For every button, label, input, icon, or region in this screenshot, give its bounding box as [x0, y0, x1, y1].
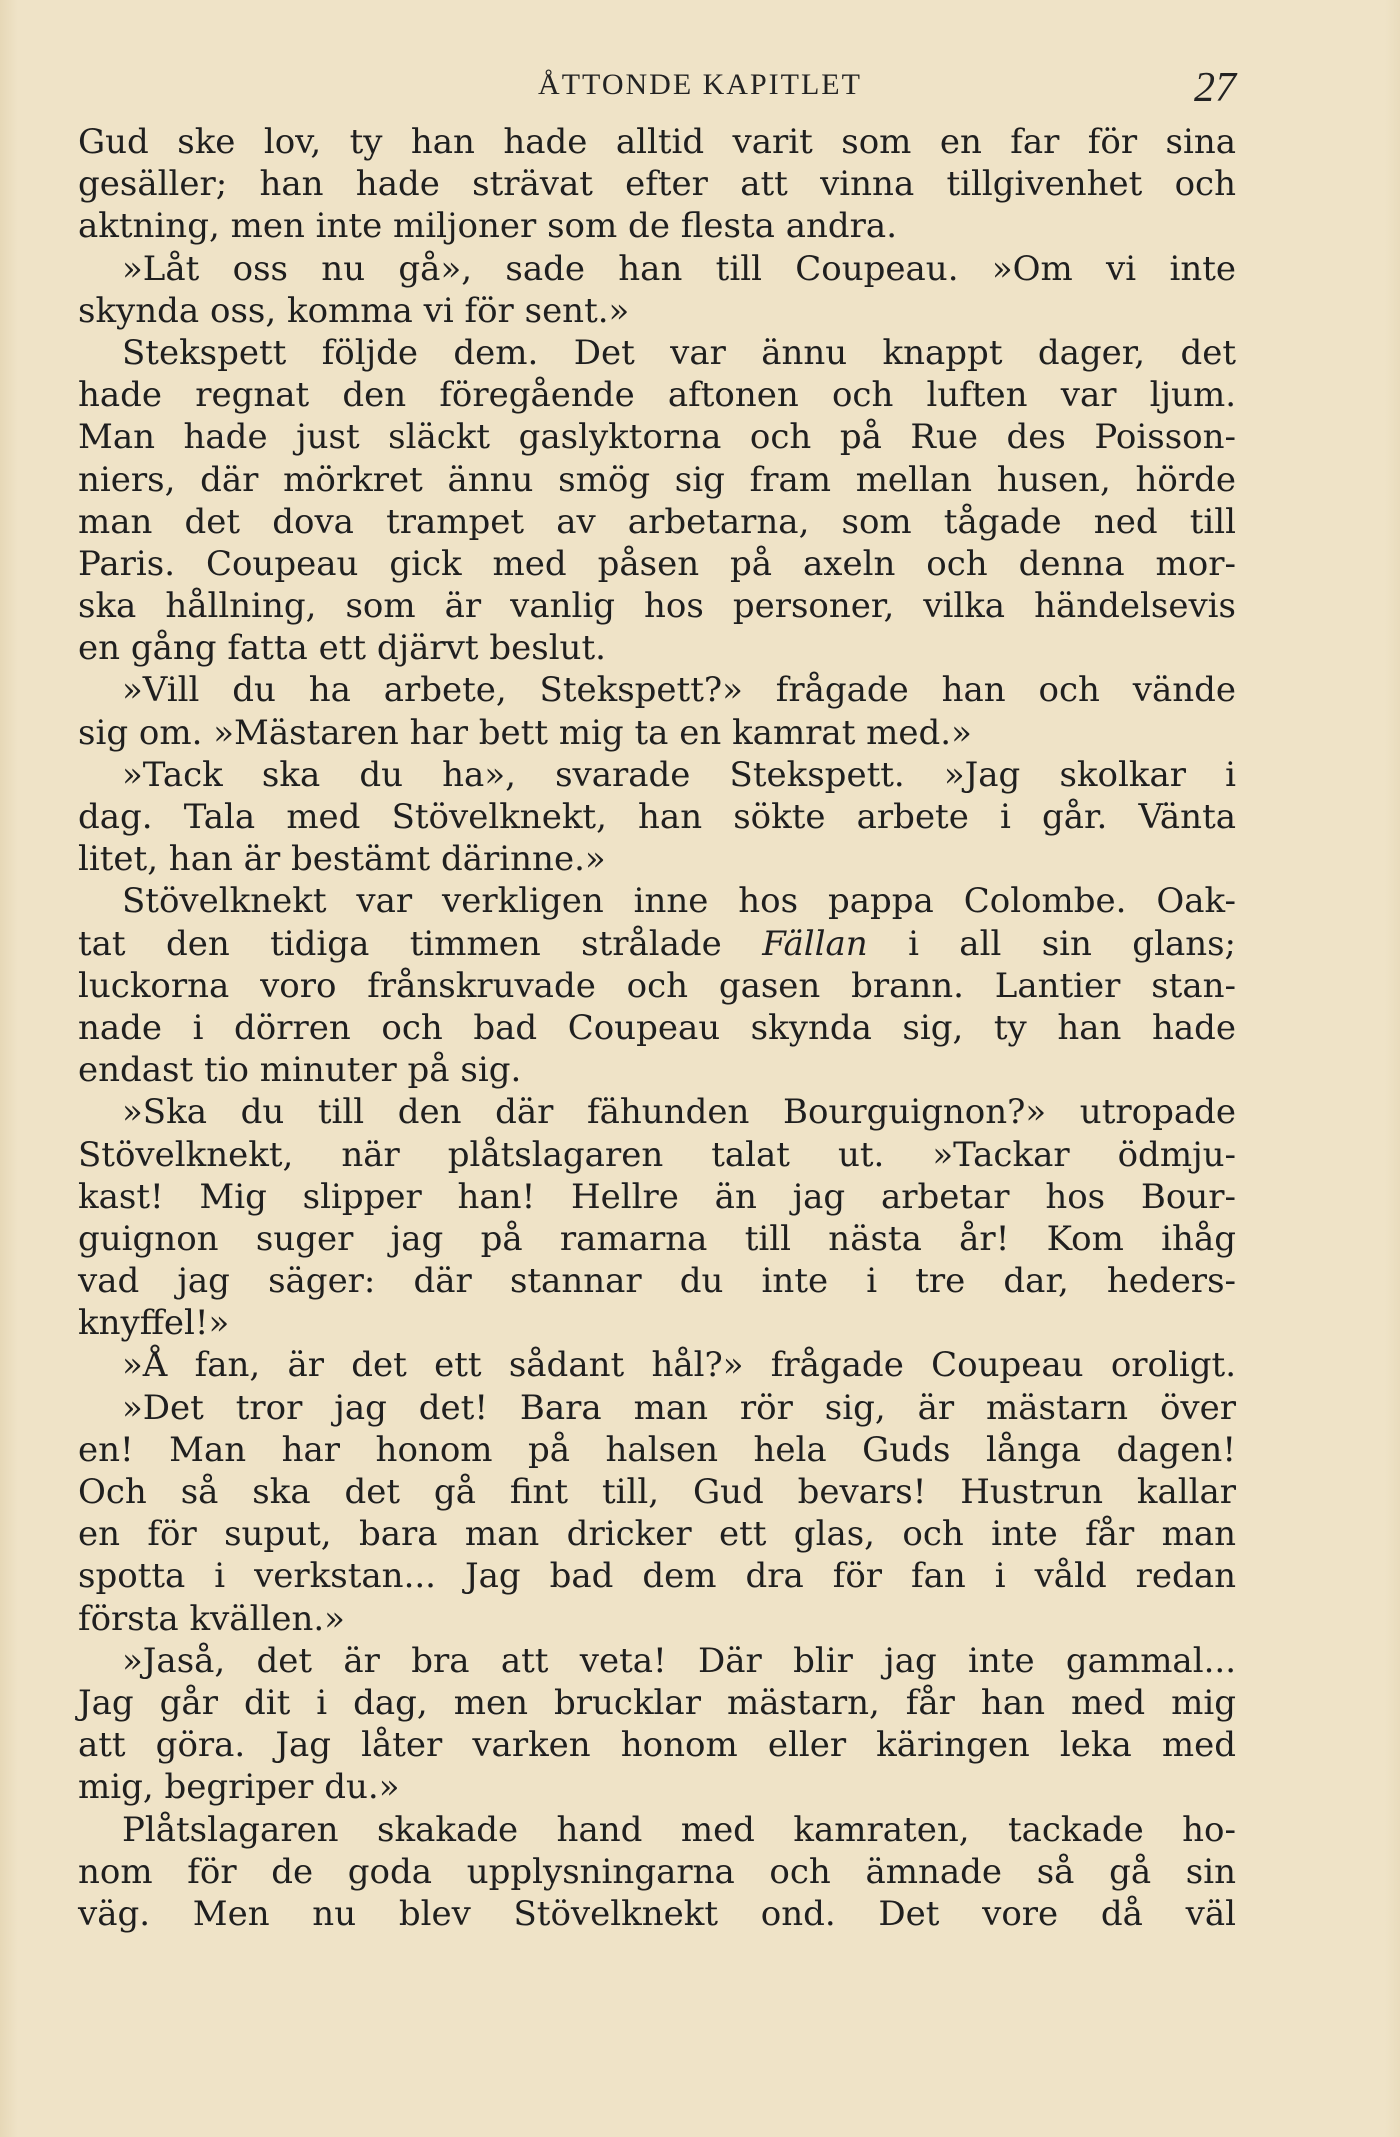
text-line: Jag går dit i dag, men brucklar mästarn, får han med mig: [78, 1682, 1236, 1723]
text-segment: tat den tidiga timmen strålade: [78, 923, 722, 964]
text-line: Plåtslagaren skakade hand med kamraten, tackade ho-: [122, 1809, 1236, 1850]
text-line: »Ska du till den där fähunden Bourguignon?» utropade: [122, 1092, 1236, 1133]
text-line: »Vill du ha arbete, Stekspett?» frågade han och vände: [122, 670, 1236, 711]
text-line: Gud ske lov, ty han hade alltid varit som en far för sina: [78, 122, 1236, 162]
text-line: »Låt oss nu gå», sade han till Coupeau. »Om vi inte: [122, 248, 1236, 289]
text-line: aktning, men inte miljoner som de flesta andra.: [78, 206, 898, 247]
text-line: gesäller; han hade strävat efter att vinna tillgivenhet och: [78, 164, 1236, 205]
text-line: en! Man har honom på halsen hela Guds långa dagen!: [78, 1429, 1236, 1470]
body-text: [78, 121, 1236, 1935]
text-line: att göra. Jag låter varken honom eller käringen leka med: [78, 1725, 1236, 1766]
text-line: nade i dörren och bad Coupeau skynda sig, ty han hade: [78, 1007, 1236, 1048]
page-header: [0, 64, 1400, 114]
text-line-with-italic: [78, 923, 1236, 965]
text-line: första kvällen.»: [78, 1598, 345, 1639]
running-head: ÅTTONDE KAPITLET: [538, 68, 862, 101]
text-line: Paris. Coupeau gick med påsen på axeln och denna mor-: [78, 543, 1236, 584]
text-line: »Å fan, är det ett sådant hål?» frågade Coupeau oroligt.: [122, 1345, 1236, 1386]
text-line: Man hade just släckt gaslyktorna och på Rue des Poisson-: [78, 417, 1236, 458]
text-line: niers, där mörkret ännu smög sig fram mellan husen, hörde: [78, 459, 1236, 500]
text-line: en för suput, bara man dricker ett glas, och inte får man: [78, 1514, 1236, 1555]
text-line: luckorna voro frånskruvade och gasen brann. Lantier stan-: [78, 965, 1236, 1006]
text-line: Stekspett följde dem. Det var ännu knappt dager, det: [122, 332, 1236, 373]
text-line: ska hållning, som är vanlig hos personer, vilka händelsevis: [78, 586, 1236, 627]
text-line: mig, begriper du.»: [78, 1767, 400, 1808]
text-line: vad jag säger: där stannar du inte i tre dar, heders-: [78, 1261, 1236, 1302]
text-line: Stövelknekt, när plåtslagaren talat ut. »Tackar ödmju-: [78, 1134, 1236, 1175]
text-segment: i all sin glans;: [908, 923, 1237, 964]
text-line: guignon suger jag på ramarna till nästa år! Kom ihåg: [78, 1218, 1236, 1259]
text-line: Och så ska det gå fint till, Gud bevars! Hustrun kallar: [78, 1472, 1236, 1512]
text-line: skynda oss, komma vi för sent.»: [78, 290, 630, 331]
text-line: sig om. »Mästaren har bett mig ta en kamrat med.»: [78, 712, 972, 753]
text-line: dag. Tala med Stövelknekt, han sökte arbete i går. Vänta: [78, 797, 1236, 837]
text-line: nom för de goda upplysningarna och ämnade så gå sin: [78, 1851, 1236, 1892]
text-line: väg. Men nu blev Stövelknekt ond. Det vore då väl: [78, 1893, 1236, 1934]
text-line: »Det tror jag det! Bara man rör sig, är mästarn över: [122, 1387, 1236, 1428]
italic-title: Fällan: [762, 923, 868, 964]
text-line: knyffel!»: [78, 1303, 230, 1344]
text-line: man det dova trampet av arbetarna, som tågade ned till: [78, 501, 1236, 542]
text-line: spotta i verkstan... Jag bad dem dra för fan i våld redan: [78, 1556, 1236, 1597]
text-line: hade regnat den föregående aftonen och luften var ljum.: [78, 375, 1236, 416]
page-number: 27: [1194, 65, 1236, 111]
text-line: litet, han är bestämt därinne.»: [78, 839, 606, 880]
text-line: en gång fatta ett djärvt beslut.: [78, 628, 606, 669]
text-line: endast tio minuter på sig.: [78, 1050, 522, 1091]
text-line: Stövelknekt var verkligen inne hos pappa Colombe. Oak-: [122, 881, 1236, 922]
text-line: »Tack ska du ha», svarade Stekspett. »Jag skolkar i: [122, 754, 1236, 795]
text-line: kast! Mig slipper han! Hellre än jag arbetar hos Bour-: [78, 1176, 1236, 1217]
text-line: »Jaså, det är bra att veta! Där blir jag inte gammal...: [122, 1640, 1236, 1681]
